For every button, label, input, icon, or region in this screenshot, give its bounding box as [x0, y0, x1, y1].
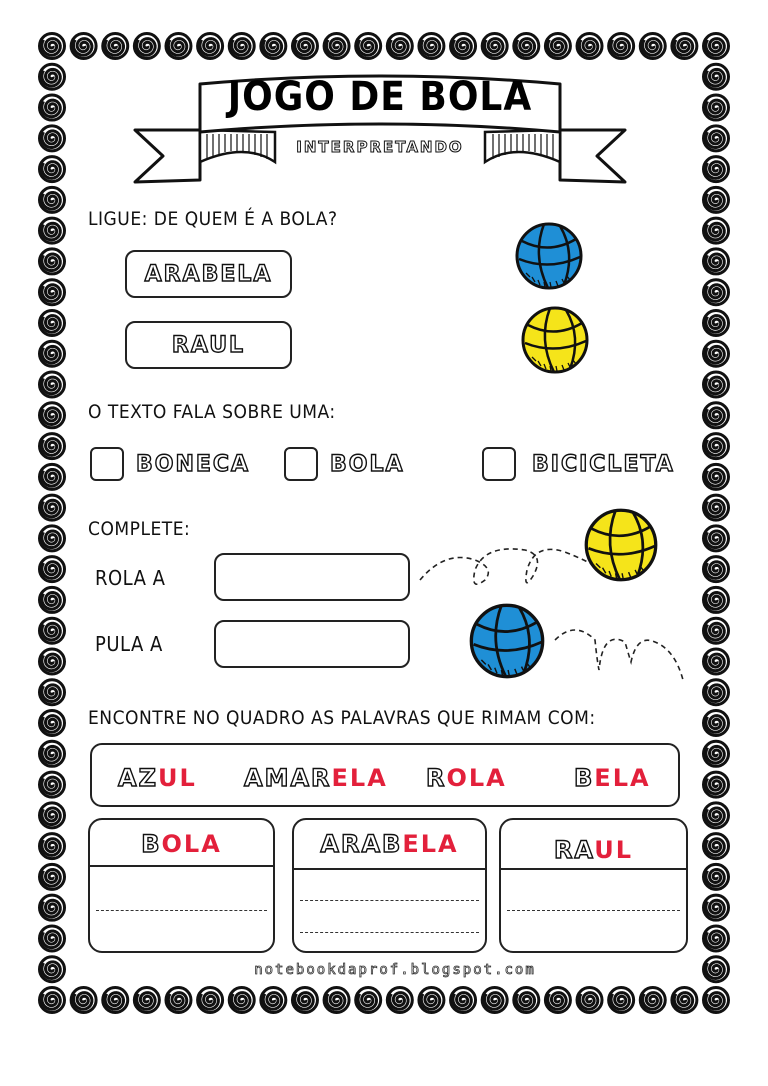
complete-label-pula: PULA A — [95, 632, 163, 656]
spiral-ornament — [704, 772, 729, 797]
spiral-ornament — [134, 34, 159, 59]
spiral-ornament — [704, 218, 729, 243]
answer-column-bola[interactable] — [88, 818, 275, 953]
spiral-ornament — [40, 64, 65, 89]
spiral-ornament — [40, 157, 65, 182]
complete-label-rola: ROLA A — [95, 566, 166, 590]
spiral-ornament — [40, 618, 65, 643]
option-label-bola: BOLA — [330, 452, 405, 477]
spiral-ornament — [704, 803, 729, 828]
spiral-ornament — [640, 34, 665, 59]
spiral-ornament — [40, 772, 65, 797]
spiral-ornament — [704, 95, 729, 120]
spiral-ornament — [514, 988, 539, 1013]
spiral-ornament — [704, 64, 729, 89]
writing-line — [96, 910, 267, 911]
spiral-ornament — [640, 988, 665, 1013]
spiral-ornament — [40, 649, 65, 674]
yellow-ball-icon[interactable] — [520, 305, 590, 375]
spiral-ornament — [40, 864, 65, 889]
spiral-ornament — [704, 310, 729, 335]
spiral-ornament — [292, 34, 317, 59]
spiral-ornament — [40, 957, 65, 982]
spiral-ornament — [198, 34, 223, 59]
spiral-ornament — [71, 34, 96, 59]
spiral-ornament — [704, 711, 729, 736]
spiral-ornament — [704, 34, 729, 59]
spiral-ornament — [261, 34, 286, 59]
spiral-ornament — [40, 95, 65, 120]
spiral-ornament — [704, 957, 729, 982]
column-heading: RAUL — [553, 836, 634, 864]
spiral-ornament — [40, 526, 65, 551]
spiral-ornament — [40, 988, 65, 1013]
spiral-ornament — [166, 34, 191, 59]
question-3-prompt: COMPLETE: — [88, 518, 191, 540]
spiral-ornament — [71, 988, 96, 1013]
spiral-ornament — [704, 126, 729, 151]
spiral-ornament — [292, 988, 317, 1013]
spiral-ornament — [103, 34, 128, 59]
checkbox-boneca[interactable] — [90, 447, 124, 481]
spiral-ornament — [356, 988, 381, 1013]
spiral-ornament — [40, 464, 65, 489]
spiral-ornament — [40, 434, 65, 459]
spiral-ornament — [609, 988, 634, 1013]
column-heading: BOLA — [141, 830, 222, 858]
spiral-ornament — [704, 649, 729, 674]
spiral-ornament — [40, 557, 65, 582]
answer-column-arabela[interactable] — [292, 818, 487, 953]
name-box-raul[interactable] — [125, 321, 292, 369]
spiral-ornament — [40, 834, 65, 859]
spiral-ornament — [704, 495, 729, 520]
footer-credit: notebookdaprof.blogspot.com — [254, 962, 536, 978]
spiral-ornament — [704, 988, 729, 1013]
spiral-ornament — [134, 988, 159, 1013]
spiral-ornament — [387, 34, 412, 59]
blue-ball-icon[interactable] — [468, 602, 546, 680]
rhyme-word[interactable]: BELA — [574, 764, 651, 792]
spiral-ornament — [40, 34, 65, 59]
writing-line — [300, 932, 479, 933]
answer-field-rola[interactable] — [214, 553, 410, 601]
option-label-bicicleta: BICICLETA — [532, 452, 675, 477]
spiral-ornament — [40, 711, 65, 736]
spiral-ornament — [704, 864, 729, 889]
spiral-ornament — [545, 34, 570, 59]
spiral-ornament — [451, 34, 476, 59]
spiral-ornament — [704, 434, 729, 459]
spiral-ornament — [103, 988, 128, 1013]
spiral-ornament — [482, 988, 507, 1013]
spiral-ornament — [704, 587, 729, 612]
spiral-ornament — [40, 310, 65, 335]
spiral-ornament — [40, 741, 65, 766]
answer-field-pula[interactable] — [214, 620, 410, 668]
name-box-arabela[interactable] — [125, 250, 292, 298]
column-divider — [90, 865, 273, 867]
spiral-ornament — [40, 126, 65, 151]
answer-column-raul[interactable] — [499, 818, 688, 953]
rhyme-word[interactable]: AMARELA — [244, 764, 388, 792]
spiral-ornament — [545, 988, 570, 1013]
question-2-prompt: O TEXTO FALA SOBRE UMA: — [88, 401, 336, 423]
spiral-ornament — [40, 403, 65, 428]
spiral-ornament — [704, 618, 729, 643]
spiral-ornament — [704, 926, 729, 951]
spiral-ornament — [451, 988, 476, 1013]
spiral-ornament — [704, 680, 729, 705]
spiral-ornament — [40, 587, 65, 612]
rhyme-word[interactable]: AZUL — [118, 764, 197, 792]
column-divider — [501, 868, 686, 870]
spiral-ornament — [40, 249, 65, 274]
blue-ball-icon[interactable] — [514, 221, 584, 291]
spiral-ornament — [419, 34, 444, 59]
spiral-ornament — [229, 34, 254, 59]
spiral-ornament — [609, 34, 634, 59]
page-title: JOGO DE BOLA — [227, 74, 533, 120]
spiral-ornament — [577, 988, 602, 1013]
checkbox-bola[interactable] — [284, 447, 318, 481]
spiral-ornament — [40, 926, 65, 951]
spiral-ornament — [40, 187, 65, 212]
spiral-ornament — [40, 280, 65, 305]
spiral-ornament — [482, 34, 507, 59]
option-label-boneca: BONECA — [136, 452, 251, 477]
question-4-prompt: ENCONTRE NO QUADRO AS PALAVRAS QUE RIMAM COM: — [88, 707, 596, 729]
rhyme-word[interactable]: ROLA — [426, 764, 507, 792]
name-label: RAUL — [171, 332, 246, 358]
spiral-ornament — [672, 34, 697, 59]
spiral-ornament — [40, 680, 65, 705]
writing-line — [300, 900, 479, 901]
spiral-ornament — [40, 895, 65, 920]
column-divider — [294, 868, 485, 870]
spiral-ornament — [324, 988, 349, 1013]
spiral-ornament — [704, 249, 729, 274]
spiral-ornament — [40, 218, 65, 243]
spiral-ornament — [704, 741, 729, 766]
spiral-ornament — [577, 34, 602, 59]
checkbox-bicicleta[interactable] — [482, 447, 516, 481]
rhyme-word-box — [90, 743, 680, 807]
spiral-ornament — [704, 280, 729, 305]
yellow-ball-icon[interactable] — [583, 507, 659, 583]
column-heading: ARABELA — [320, 830, 459, 858]
spiral-ornament — [704, 557, 729, 582]
page-subtitle: INTERPRETANDO — [296, 138, 464, 156]
spiral-ornament — [704, 187, 729, 212]
question-1-prompt: LIGUE: DE QUEM É A BOLA? — [88, 208, 338, 230]
spiral-ornament — [40, 372, 65, 397]
spiral-ornament — [672, 988, 697, 1013]
spiral-ornament — [261, 988, 286, 1013]
spiral-ornament — [704, 372, 729, 397]
writing-line — [507, 910, 680, 911]
spiral-ornament — [704, 526, 729, 551]
spiral-ornament — [356, 34, 381, 59]
spiral-ornament — [40, 341, 65, 366]
spiral-ornament — [704, 464, 729, 489]
spiral-ornament — [419, 988, 444, 1013]
spiral-ornament — [40, 495, 65, 520]
spiral-ornament — [704, 403, 729, 428]
spiral-ornament — [40, 803, 65, 828]
spiral-ornament — [166, 988, 191, 1013]
spiral-ornament — [704, 834, 729, 859]
spiral-ornament — [198, 988, 223, 1013]
spiral-ornament — [229, 988, 254, 1013]
name-label: ARABELA — [144, 261, 273, 287]
spiral-ornament — [324, 34, 349, 59]
spiral-ornament — [704, 157, 729, 182]
spiral-ornament — [704, 895, 729, 920]
spiral-ornament — [514, 34, 539, 59]
spiral-ornament — [387, 988, 412, 1013]
spiral-ornament — [704, 341, 729, 366]
